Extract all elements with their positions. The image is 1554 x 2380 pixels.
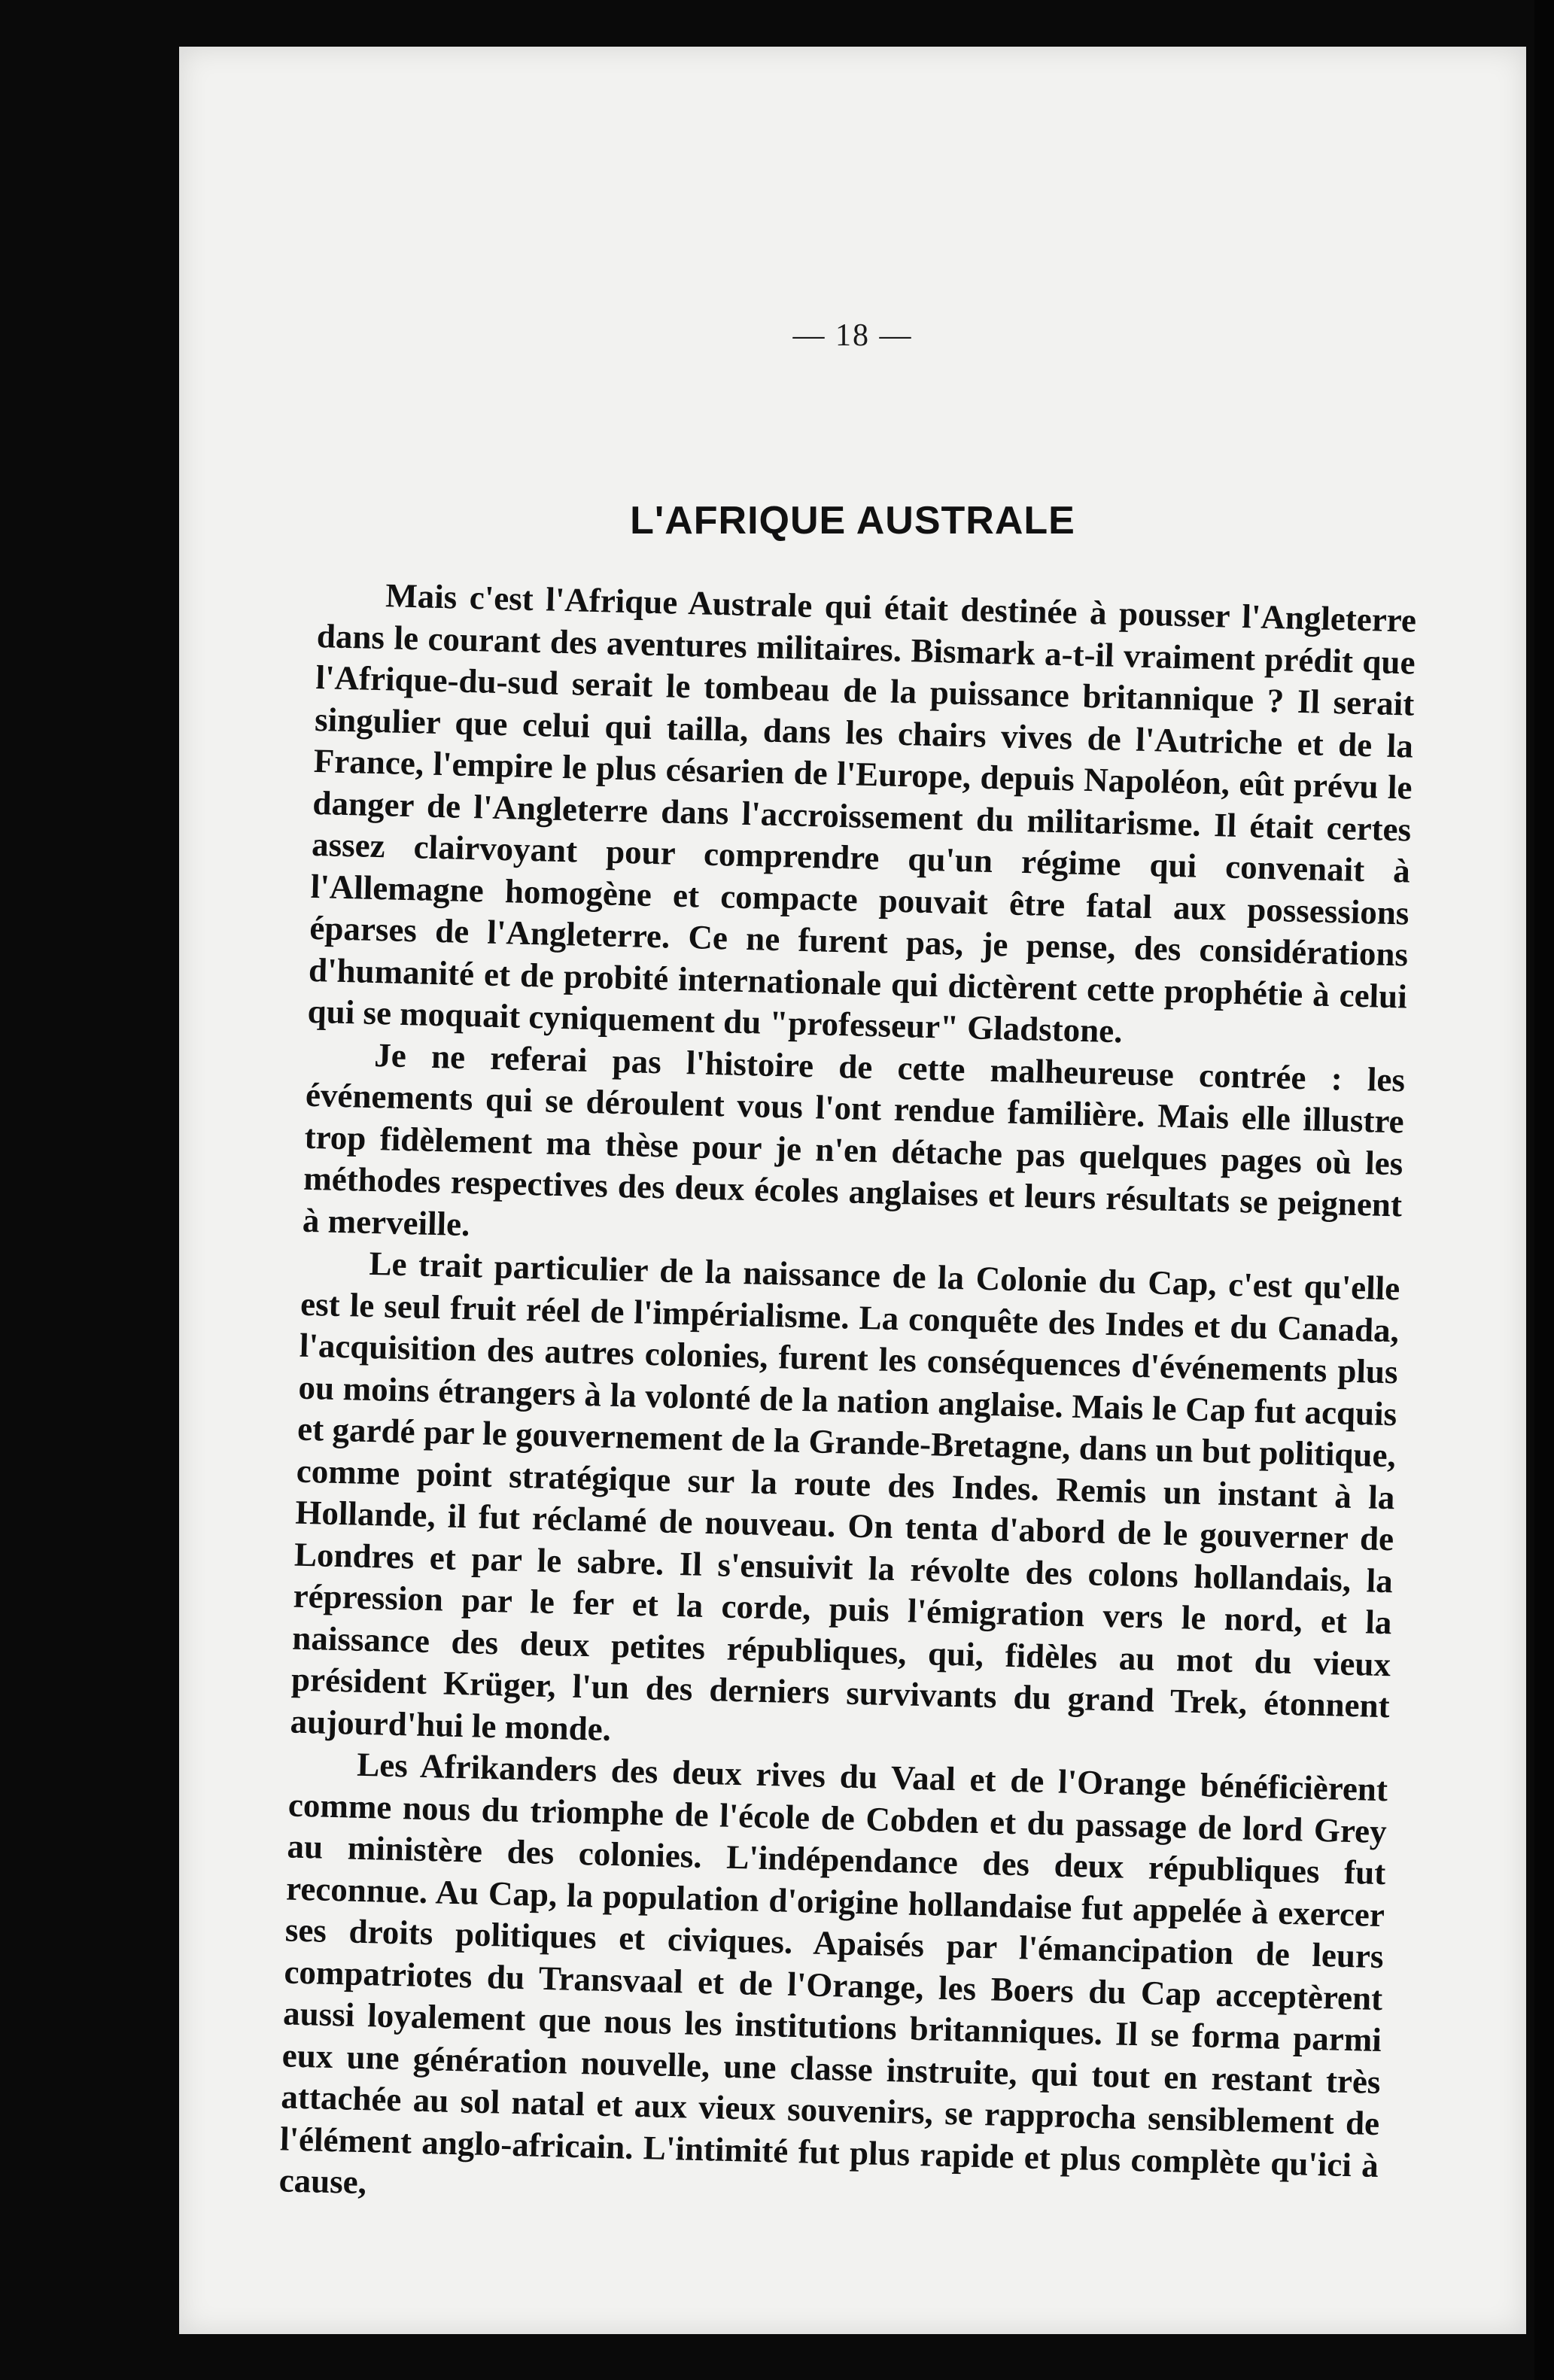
paragraph-1: Mais c'est l'Afrique Australe qui était destinée à pousser l'Angleterre dans le courant des aventures militaires. Bismark a-t-il vraiment prédit que l'Afrique-du-sud serait le tombeau de la puissance britannique ? Il serait singulier que celui qui tailla, dans les chairs vives de l'Autriche et de la France, l'empire le plus césarien de l'Europe, depuis Napoléon, eût prévu le danger de l'Angleterre dans l'accroissement du militarisme. Il était certes assez clairvoyant pour comprendre qu'un régime qui convenait à l'Allemagne homogène et compacte pouvait être fatal aux possessions éparses de l'Angleterre. Ce ne furent pas, je pense, des considérations d'humanité et de probité internationale qui dictèrent cette prophétie à celui qui se moquait cyniquement du "professeur" Gladstone. xyxy=(307,576,1417,1050)
scan-edge xyxy=(1534,0,1554,2380)
paragraph-2: Je ne referai pas l'histoire de cette malheureuse contrée : les événements qui se déroulent vous l'ont rendue familière. Mais elle illustre trop fidèlement ma thèse pour je n'en détache pas quelques pages où les méthodes respectives des deux écoles anglaises et leurs résultats se peignent à merveille. xyxy=(302,1035,1406,1243)
paragraph-3: Le trait particulier de la naissance de la Colonie du Cap, c'est qu'elle est le seul fruit réel de l'impérialisme. La conquête des Indes et du Canada, l'acquisition des autres colonies, furent les conséquences d'événements plus ou moins étrangers à la volonté de la nation anglaise. Mais le Cap fut acquis et gardé par le gouvernement de la Grande-Bretagne, dans un but politique, comme point stratégique sur la route des Indes. Remis un instant à la Hollande, il fut réclamé de nouveau. On tenta d'abord de le gouverner de Londres et par le sabre. Il s'ensuivit la révolte des colons hollandais, la répression par le fer et la corde, puis l'émigration vers le nord, et la naissance des deux petites républiques, qui, fidèles au mot du vieux président Krüger, l'un des derniers survivants du grand Trek, étonnent aujourd'hui le monde. xyxy=(290,1244,1400,1748)
book-page xyxy=(179,47,1526,2334)
chapter-title: L'AFRIQUE AUSTRALE xyxy=(630,499,1075,543)
body-text xyxy=(278,573,1416,2229)
paragraph-4: Les Afrikanders des deux rives du Vaal et de l'Orange bénéficièrent comme nous du triomphe de l'école de Cobden et du passage de lord Grey au ministère des colonies. L'indépendance des deux républiques fut reconnue. Au Cap, la population d'origine hollandaise fut appelée à exercer ses droits politiques et civiques. Apaisés par l'émancipation de leurs compatriotes du Transvaal et de l'Orange, les Boers du Cap acceptèrent aussi loyalement que nous les institutions britanniques. Il se forma parmi eux une génération nouvelle, une classe instruite, qui tout en restant très attachée au sol natal et aux vieux souvenirs, se rapprocha sensiblement de l'élément anglo-africain. L'intimité fut plus rapide et plus complète qu'ici à cause, xyxy=(278,1745,1388,2202)
page-number: — 18 — xyxy=(792,318,913,353)
